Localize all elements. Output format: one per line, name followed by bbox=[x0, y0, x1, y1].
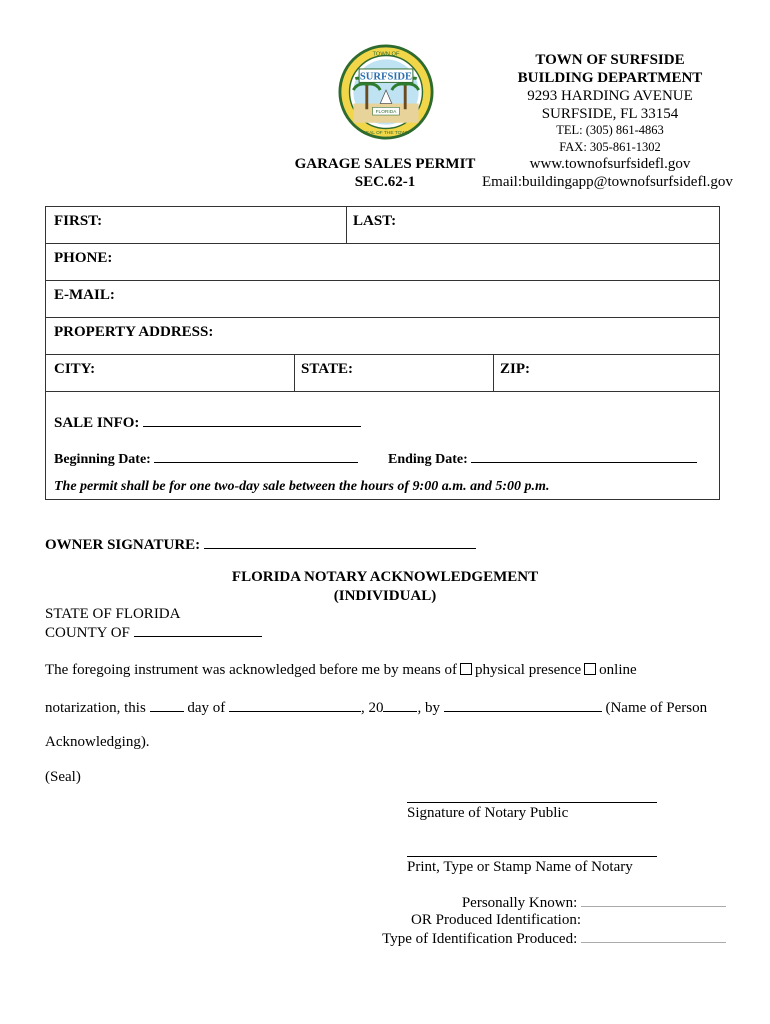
year-prefix-text: , 20 bbox=[360, 700, 384, 716]
notarization-text: notarization, this bbox=[45, 700, 146, 716]
address-line-1: 9293 HARDING AVENUE bbox=[527, 88, 693, 104]
physical-presence-checkbox[interactable] bbox=[460, 663, 472, 675]
fax: FAX: 305-861-1302 bbox=[559, 140, 661, 154]
seal-state: FLORIDA bbox=[375, 110, 397, 116]
acknowledgment-text: The foregoing instrument was acknowledged before me by means of bbox=[45, 662, 457, 678]
sale-info-input[interactable] bbox=[143, 412, 361, 427]
email-link[interactable]: Email:buildingapp@townofsurfsidefl.gov bbox=[482, 174, 733, 190]
county-label: COUNTY OF bbox=[45, 625, 130, 641]
sale-info-section bbox=[46, 392, 719, 499]
org-name: TOWN OF SURFSIDE bbox=[535, 52, 685, 68]
county-input[interactable] bbox=[134, 622, 262, 637]
email-row[interactable] bbox=[46, 281, 719, 318]
ending-date-input[interactable] bbox=[471, 448, 697, 463]
property-address-field[interactable]: PROPERTY ADDRESS: bbox=[54, 324, 214, 340]
website-link[interactable]: www.townofsurfsidefl.gov bbox=[529, 156, 691, 172]
beginning-date-input[interactable] bbox=[154, 448, 358, 463]
last-name-field[interactable]: LAST: bbox=[353, 213, 397, 229]
day-of-text: day of bbox=[187, 700, 226, 716]
permit-section: SEC.62-1 bbox=[354, 174, 416, 190]
permit-note: The permit shall be for one two-day sale between the hours of 9:00 a.m. and 5:00 p.m. bbox=[54, 479, 550, 494]
id-type-input[interactable] bbox=[581, 929, 726, 943]
property-address-row[interactable] bbox=[46, 318, 719, 355]
city-field[interactable]: CITY: bbox=[54, 361, 96, 377]
sale-info-label: SALE INFO: bbox=[54, 415, 140, 431]
notary-name-label: Print, Type or Stamp Name of Notary bbox=[407, 859, 633, 875]
online-checkbox[interactable] bbox=[584, 663, 596, 675]
year-input[interactable] bbox=[383, 697, 417, 712]
physical-presence-label: physical presence bbox=[474, 662, 582, 678]
owner-signature-input[interactable] bbox=[204, 534, 476, 549]
owner-signature-label: OWNER SIGNATURE: bbox=[45, 537, 201, 553]
notary-signature-line[interactable] bbox=[407, 802, 657, 803]
department-name: BUILDING DEPARTMENT bbox=[517, 70, 703, 86]
by-text: , by bbox=[417, 700, 440, 716]
seal-placeholder: (Seal) bbox=[45, 769, 81, 785]
notary-signature-label: Signature of Notary Public bbox=[407, 805, 569, 821]
notary-title: FLORIDA NOTARY ACKNOWLEDGEMENT bbox=[231, 569, 539, 585]
beginning-date-label: Beginning Date: bbox=[54, 452, 151, 467]
name-of-person-text: (Name of Person bbox=[605, 700, 708, 716]
online-label: online bbox=[599, 662, 637, 678]
id-type-label: Type of Identification Produced: bbox=[382, 931, 578, 947]
town-seal-logo bbox=[338, 44, 434, 140]
personally-known-label: Personally Known: bbox=[461, 895, 578, 911]
month-input[interactable] bbox=[229, 697, 361, 712]
telephone: TEL: (305) 861-4863 bbox=[556, 123, 664, 137]
email-field[interactable]: E-MAIL: bbox=[54, 287, 115, 303]
city-state-zip-row bbox=[46, 355, 719, 392]
permit-title: GARAGE SALES PERMIT bbox=[294, 156, 476, 172]
first-name-field[interactable]: FIRST: bbox=[54, 213, 103, 229]
phone-row[interactable] bbox=[46, 244, 719, 281]
acknowledging-text: Acknowledging). bbox=[45, 734, 150, 750]
name-row bbox=[46, 207, 719, 244]
state-field[interactable]: STATE: bbox=[301, 361, 353, 377]
zip-cell[interactable] bbox=[493, 355, 719, 391]
address-line-2: SURFSIDE, FL 33154 bbox=[541, 106, 679, 122]
person-name-input[interactable] bbox=[444, 697, 602, 712]
personally-known-input[interactable] bbox=[581, 893, 726, 907]
permit-form bbox=[45, 206, 720, 500]
phone-field[interactable]: PHONE: bbox=[54, 250, 113, 266]
notary-subtitle: (INDIVIDUAL) bbox=[333, 588, 437, 604]
last-name-cell[interactable] bbox=[346, 207, 719, 243]
state-cell[interactable] bbox=[294, 355, 493, 391]
day-input[interactable] bbox=[150, 697, 184, 712]
seal-top-text: TOWN OF bbox=[372, 51, 400, 58]
seal-name: SURFSIDE bbox=[359, 71, 413, 83]
state-of-florida: STATE OF FLORIDA bbox=[45, 606, 181, 622]
notary-name-line[interactable] bbox=[407, 856, 657, 857]
produced-id-label: OR Produced Identification: bbox=[411, 912, 581, 928]
zip-field[interactable]: ZIP: bbox=[500, 361, 530, 377]
seal-bottom-text: SEAL OF THE TOWN bbox=[362, 131, 410, 137]
ending-date-label: Ending Date: bbox=[388, 452, 468, 467]
